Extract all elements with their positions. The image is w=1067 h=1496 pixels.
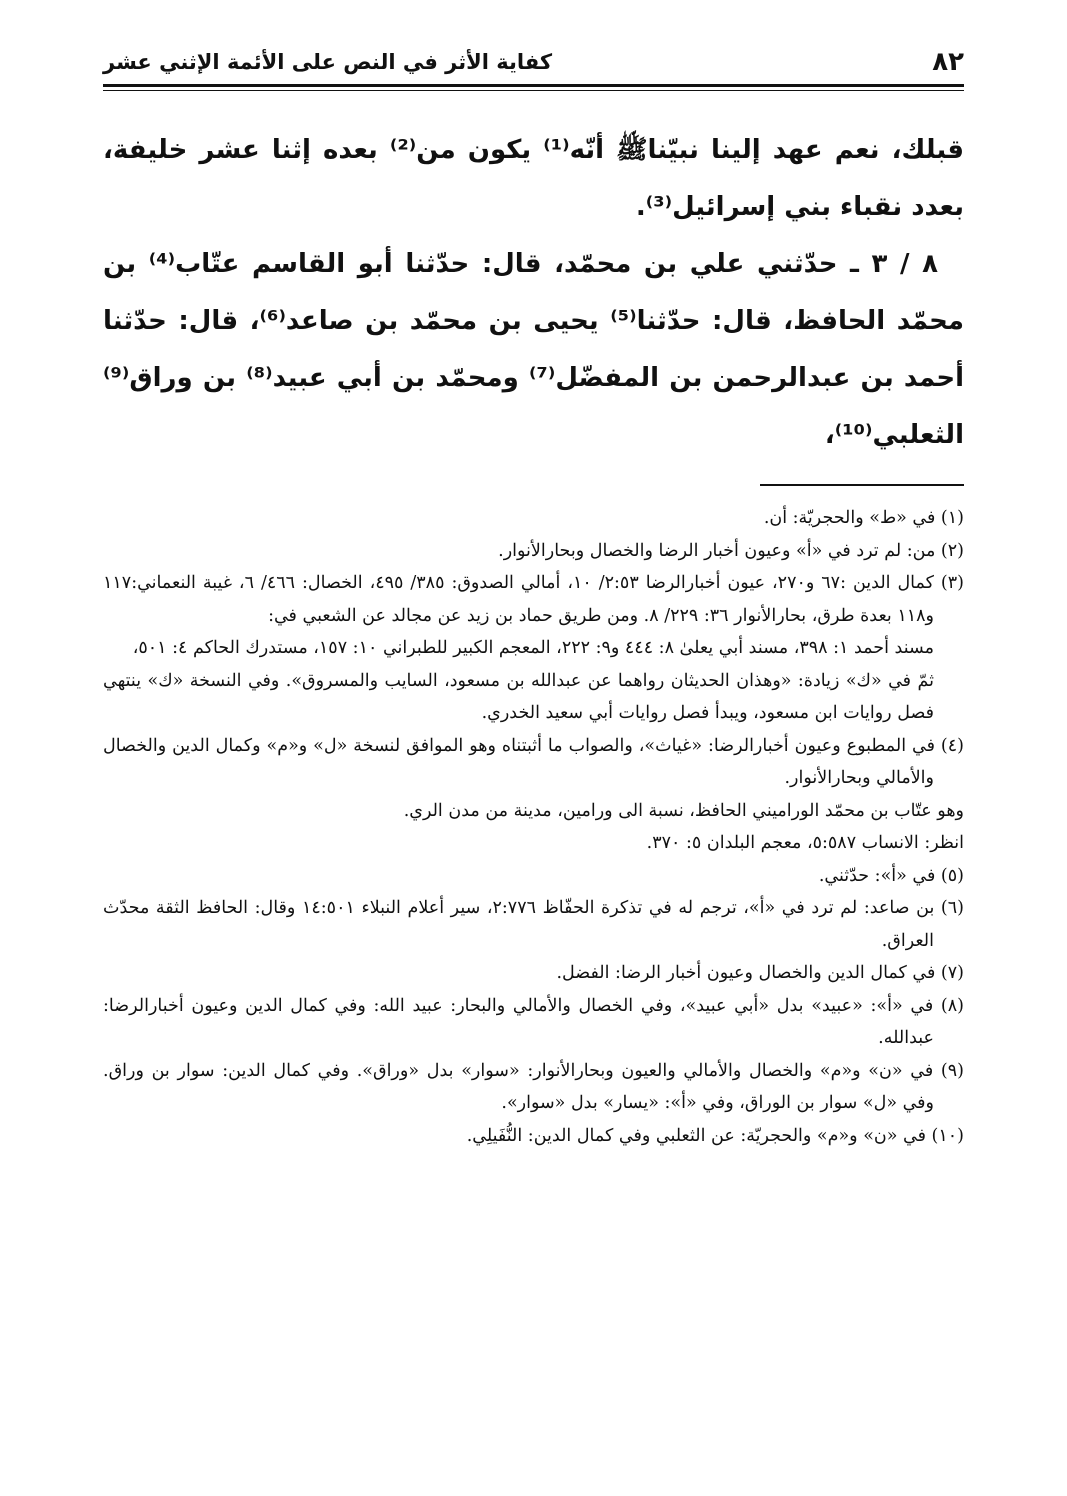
page-header: [103, 44, 964, 80]
footnote-10: (١٠) في «ن» و«م» والحجريّة: عن الثعلبي وفي كمال الدين: النُّفَيلِي.: [466, 1125, 964, 1146]
footnote-6: (٦) بن صاعد: لم ترد في «أ»، ترجم له في تذكرة الحفّاظ ٢:٧٧٦، سير أعلام النبلاء ١٤:٥٠١ وقال: الحافظ الثقة محدّث العراق.: [103, 898, 964, 951]
footnote-8: (٨) في «أ»: «عبيد» بدل «أبي عبيد»، وفي الخصال والأمالي والبحار: عبيد الله: وفي كمال الدين وعيون أخبارالرضا: عبدالله.: [103, 995, 964, 1048]
footnote-9: (٩) في «ن» و«م» والخصال والأمالي والعيون وبحارالأنوار: «سوار» بدل «وراق». وفي كمال الدين: سوار بن وراق. وفي «ل» سوار بن الوراق، وفي «أ»: «يسار» بدل «سوار».: [103, 1060, 964, 1113]
footnote-4-reference: انظر: الانساب ٥:٥٨٧، معجم البلدان ٥: ٣٧٠.: [646, 833, 964, 853]
header-rule-thick: [103, 84, 964, 87]
footnote-5: (٥) في «أ»: حدّثني.: [818, 865, 964, 886]
footnote-2: (٢) من: لم ترد في «أ» وعيون أخبار الرضا والخصال وبحارالأنوار.: [498, 540, 964, 561]
footnote-divider: [760, 484, 964, 486]
page-number: ٨٢: [932, 47, 964, 77]
footnotes: [103, 502, 964, 1152]
footnote-1: (١) في «ط» والحجريّة: أن.: [763, 508, 964, 528]
footnote-3-continuation: مسند أحمد ١: ٣٩٨، مسند أبي يعلىٰ ٨: ٤٤٤ و٩: ٢٢٢، المعجم الكبير للطبراني ١٠: ١٥٧، مستدرك الحاكم ٤: ٥٠١،: [132, 638, 934, 658]
footnote-3-note: ثمّ في «ك» زيادة: «وهذان الحديثان رواهما عن عبدالله بن مسعود، السايب والمسروق». وفي النسخة «ك» ينتهي فصل روايات ابن مسعود، ويبدأ فصل روايات أبي سعيد الخدري.: [103, 670, 934, 723]
footnote-4-continuation: وهو عتّاب بن محمّد الوراميني الحافظ، نسبة الى ورامين، مدينة من مدن الري.: [403, 800, 964, 821]
footnote-7: (٧) في كمال الدين والخصال وعيون أخبار الرضا: الفضل.: [556, 963, 964, 983]
header-rule-thin: [103, 90, 964, 91]
main-text: [103, 122, 964, 464]
footnote-4: (٤) في المطبوع وعيون أخبارالرضا: «غياث»، والصواب ما أثبتناه وهو الموافق لنسخة «ل» و«م» وكمال الدين والخصال والأمالي وبحارالأنوار.: [103, 735, 964, 788]
footnote-3: (٣) كمال الدين :٦٧ و٢٧٠، عيون أخبارالرضا ٢:٥٣/ ١٠، أمالي الصدوق: ٣٨٥/ ٤٩٥، الخصال: ٤٦٦/ ٦، غيبة النعماني:١١٧ و١١٨ بعدة طرق، بحارالأنوار ٣٦: ٢٢٩/ ٨. ومن طريق حماد بن زيد عن مجالد عن الشعبي في:: [103, 573, 964, 626]
main-paragraph: قبلك، نعم عهد إلينا نبيّناﷺ أنّه⁽¹⁾ يكون من⁽²⁾ بعده إثنا عشر خليفة، بعدد نقباء بني إسرائيل⁽³⁾.: [103, 135, 964, 222]
book-title: كفاية الأثر في النص على الأئمة الإثني عشر: [103, 50, 553, 74]
hadith-paragraph: ٨ / ٣ ـ حدّثني علي بن محمّد، قال: حدّثنا أبو القاسم عتّاب⁽⁴⁾ بن محمّد الحافظ، قال: حدّثنا⁽⁵⁾ يحيى بن محمّد بن صاعد⁽⁶⁾، قال: حدّثنا أحمد بن عبدالرحمن بن المفضّل⁽⁷⁾ ومحمّد بن أبي عبيد⁽⁸⁾ بن وراق⁽⁹⁾ الثعلبي⁽¹⁰⁾،: [103, 249, 965, 450]
